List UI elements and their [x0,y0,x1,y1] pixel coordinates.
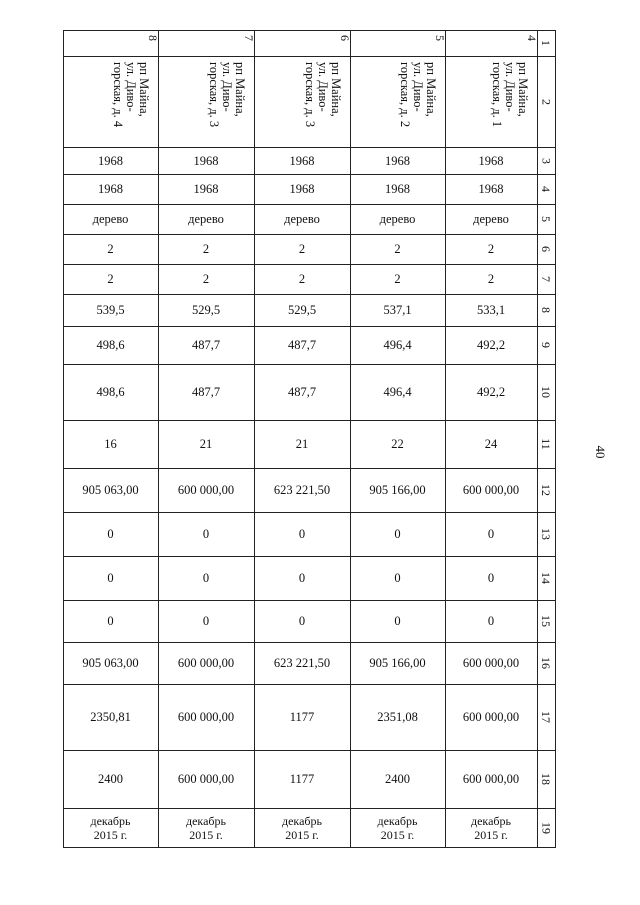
table-cell: 0 [107,571,114,585]
table-cell: 16 [104,437,117,451]
table-grid-line [63,847,556,848]
column-number: 1 [539,40,553,46]
record-address-line: ул. Диво- [316,62,330,112]
record-address-line: ул. Диво- [411,62,425,112]
column-number: 11 [539,438,553,450]
column-number: 10 [539,386,553,398]
table-cell: 2400 [98,772,123,786]
table-cell: 0 [394,527,401,541]
table-cell: дерево [379,212,416,226]
table-cell: 487,7 [191,385,221,399]
table-cell: 1177 [289,710,315,724]
column-number: 14 [539,572,553,584]
table-cell: 0 [487,614,495,628]
record-index-text: 8 [146,35,160,41]
record-date-line: декабрь [186,813,226,828]
record-index [140,32,160,54]
column-number: 19 [539,821,553,834]
record-index [332,32,352,54]
record-index-text: 6 [338,35,352,41]
record-address-line: ул. Диво- [124,62,138,112]
table-cell: 21 [199,437,213,451]
table-cell: 487,7 [287,338,317,352]
record-date-line: 2015 г. [474,827,508,842]
table-cell: 0 [202,571,210,585]
record-address-line: рп Майна, [424,62,438,117]
record-index [427,32,447,54]
table-cell: 905 063,00 [82,656,139,670]
table-cell: 623 221,50 [273,656,331,670]
table-cell: 905 063,00 [82,483,139,497]
record-address-line: рп Майна, [516,62,530,117]
table-grid-line [63,30,556,31]
table-cell: 1968 [193,153,219,168]
table-cell: 600 000,00 [462,710,520,724]
table-cell: 600 000,00 [177,710,235,724]
record-date-line: 2015 г. [189,827,223,842]
table-cell: 0 [202,614,210,628]
table-cell: 529,5 [191,303,221,317]
table-cell: 0 [487,571,495,585]
record-date-line: декабрь [377,813,418,828]
table-cell: 2 [487,242,495,256]
column-number: 17 [539,711,553,723]
column-number: 15 [539,615,553,627]
record-date-line: декабрь [282,813,322,828]
table-cell: 1968 [478,182,504,196]
table-cell: 1968 [98,153,123,168]
column-number: 9 [539,342,553,348]
table-cell: 600 000,00 [177,656,235,670]
table-cell: 1968 [385,153,410,168]
table-cell: 905 166,00 [369,483,426,497]
table-cell: 1968 [289,182,315,196]
column-number: 2 [539,98,553,105]
table-cell: 600 000,00 [462,483,520,497]
table-cell: 1968 [385,182,410,196]
table-cell: 0 [394,571,401,585]
column-number: 6 [539,246,553,252]
column-number: 18 [539,773,553,785]
table-cell: 1968 [289,153,315,168]
column-number: 12 [539,484,553,496]
column-number: 7 [539,276,553,282]
record-index-text: 5 [433,35,447,41]
table-cell: 0 [107,527,114,541]
table-cell: дерево [473,212,509,226]
record-address-line: ул. Диво- [220,62,234,112]
table-cell: 24 [484,437,498,451]
record-address-line: горская, д. 4 [111,62,125,128]
table-cell: 537,1 [383,303,412,317]
table-cell: 2 [202,242,210,256]
record-index [519,32,539,54]
table-cell: 539,5 [96,303,125,317]
table-cell: 2 [487,272,495,286]
record-date [158,808,254,847]
record-address-line: горская, д. 1 [490,62,504,128]
record-address-line: рп Майна, [137,62,151,117]
column-number: 3 [539,157,553,164]
table-cell: 1968 [193,182,219,196]
record-address-line: горская, д. 3 [207,62,221,128]
table-cell: 2 [107,272,114,286]
table-cell: 496,4 [383,338,412,352]
record-index [236,32,256,54]
table-cell: 0 [298,527,306,541]
table-cell: 492,2 [476,338,506,352]
table-cell: 492,2 [476,385,506,399]
table-cell: 0 [394,614,401,628]
record-address-line: рп Майна, [329,62,343,117]
column-number: 4 [539,186,553,192]
record-index-text: 4 [525,35,539,41]
table-cell: 2 [394,242,401,256]
table-cell: 533,1 [476,303,506,317]
table-cell: 0 [298,614,306,628]
table-cell: 600 000,00 [462,656,520,670]
table-cell: 529,5 [287,303,317,317]
table-grid-line [63,56,556,57]
table-cell: 600 000,00 [462,772,520,786]
page-number: 40 [593,445,608,459]
column-number: 16 [539,657,553,669]
record-date-line: 2015 г. [285,827,319,842]
record-date [350,808,445,847]
table-cell: 2350,81 [90,710,131,724]
table-cell: 0 [487,527,495,541]
table-cell: 2351,08 [377,710,418,724]
table-cell: 2 [394,272,401,286]
table-cell: 905 166,00 [369,656,426,670]
table-cell: 22 [391,437,404,451]
table-cell: 2400 [385,772,410,786]
table-cell: дерево [284,212,320,226]
table-cell: 498,6 [96,338,125,352]
record-date-line: 2015 г. [380,827,415,842]
record-date-line: декабрь [471,813,511,828]
table-cell: 2 [202,272,210,286]
record-index-text: 7 [242,35,256,41]
record-address-line: рп Майна, [233,62,247,117]
table-cell: 2 [107,242,114,256]
table-cell: 2 [298,242,306,256]
table-cell: 1177 [289,772,315,786]
table-cell: 498,6 [96,385,125,399]
record-date [63,808,158,847]
table-cell: 600 000,00 [177,483,235,497]
record-address-line: горская, д. 2 [398,62,412,128]
table-cell: 0 [298,571,306,585]
table-cell: 0 [202,527,210,541]
record-address-line: горская, д. 3 [303,62,317,128]
record-date [445,808,537,847]
record-date-line: декабрь [90,813,131,828]
table-cell: 2 [298,272,306,286]
table-cell: 487,7 [191,338,221,352]
table-cell: дерево [92,212,129,226]
record-address-line: ул. Диво- [503,62,517,112]
table-cell: 0 [107,614,114,628]
table-cell: 600 000,00 [177,772,235,786]
column-number: 8 [539,307,553,313]
record-date [254,808,350,847]
column-number: 5 [539,216,553,222]
table-cell: 1968 [98,182,123,196]
table-cell: 21 [295,437,309,451]
table-cell: 623 221,50 [273,483,331,497]
table-cell: дерево [188,212,224,226]
table-cell: 496,4 [383,385,412,399]
table-cell: 487,7 [287,385,317,399]
column-number: 13 [539,528,553,540]
table-cell: 1968 [478,153,504,168]
record-date-line: 2015 г. [93,827,128,842]
